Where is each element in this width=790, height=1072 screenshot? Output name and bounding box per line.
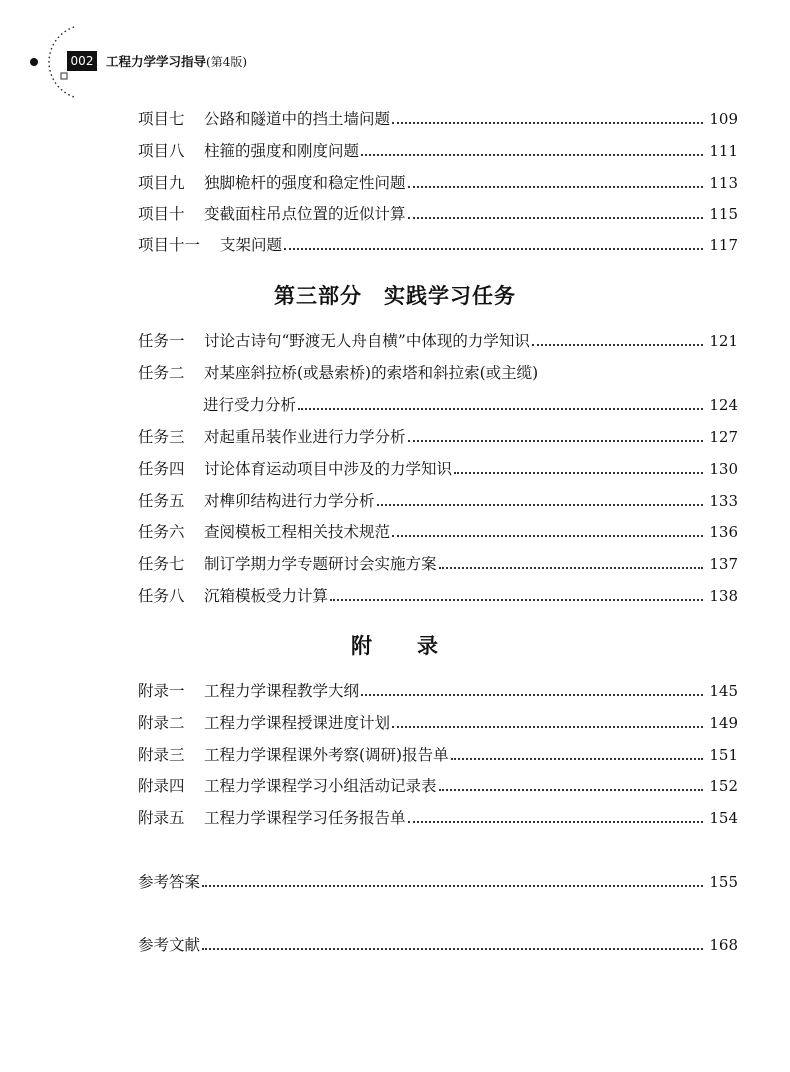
- entry-page: 137: [709, 555, 738, 573]
- toc-entry[interactable]: [138, 521, 738, 543]
- toc-entry[interactable]: [138, 203, 738, 225]
- running-header: [0, 0, 790, 110]
- entry-title: 工程力学课程学习任务报告单: [204, 809, 406, 827]
- leader-dots: [361, 154, 703, 156]
- leader-dots: [439, 789, 704, 791]
- entry-label: 任务二: [138, 364, 185, 382]
- leader-dots: [377, 504, 704, 506]
- toc-entry[interactable]: [138, 140, 738, 162]
- entry-page: 168: [709, 936, 738, 954]
- leader-dots: [330, 599, 703, 601]
- entry-page: 152: [709, 777, 738, 795]
- toc-entry[interactable]: [138, 712, 738, 734]
- toc-entry[interactable]: [138, 234, 738, 256]
- entry-title: 独脚桅杆的强度和稳定性问题: [204, 174, 406, 192]
- entry-page: 121: [709, 332, 738, 350]
- toc-entry[interactable]: [138, 553, 738, 575]
- entry-title: 支架问题: [220, 236, 283, 254]
- entry-title: 对榫卯结构进行力学分析: [204, 492, 375, 510]
- entry-label: 附录五: [138, 809, 185, 827]
- entry-title: 查阅模板工程相关技术规范: [204, 523, 391, 541]
- entry-title: 公路和隧道中的挡土墙问题: [204, 110, 391, 128]
- toc-entry[interactable]: [138, 807, 738, 829]
- entry-title: 柱箍的强度和刚度问题: [204, 142, 360, 160]
- entry-title: 讨论体育运动项目中涉及的力学知识: [204, 460, 453, 478]
- leader-dots: [408, 186, 704, 188]
- entry-page: 130: [709, 460, 738, 478]
- leader-dots: [361, 694, 703, 696]
- leader-dots: [392, 122, 703, 124]
- entry-label: 任务一: [138, 332, 185, 350]
- entry-page: 109: [709, 110, 738, 128]
- entry-title: 制订学期力学专题研讨会实施方案: [204, 555, 437, 573]
- edition: (第4版): [206, 55, 248, 69]
- entry-page: 117: [709, 236, 738, 254]
- leader-dots: [454, 472, 703, 474]
- toc-entry[interactable]: [138, 108, 738, 130]
- entry-label: 附录二: [138, 714, 185, 732]
- toc-entry[interactable]: [138, 775, 738, 797]
- toc-entry[interactable]: [138, 330, 738, 352]
- toc-entry[interactable]: [138, 458, 738, 480]
- leader-dots: [439, 567, 704, 569]
- entry-label: 附录三: [138, 746, 185, 764]
- entry-page: 111: [709, 142, 738, 160]
- entry-label: 项目十一: [138, 236, 201, 254]
- entry-page: 151: [709, 746, 738, 764]
- leader-dots: [408, 821, 704, 823]
- book-title: [106, 52, 247, 70]
- toc-entry[interactable]: [138, 744, 738, 766]
- toc-entry[interactable]: [138, 362, 738, 384]
- toc-entry[interactable]: [138, 585, 738, 607]
- page-number: 002: [67, 51, 97, 71]
- leader-dots: [202, 885, 703, 887]
- entry-page: 115: [709, 205, 738, 223]
- entry-label: 任务七: [138, 555, 185, 573]
- entry-title: 进行受力分析: [203, 396, 297, 414]
- entry-title: 讨论古诗句“野渡无人舟自横”中体现的力学知识: [204, 332, 530, 350]
- entry-title: 对起重吊装作业进行力学分析: [204, 428, 406, 446]
- leader-dots: [298, 408, 703, 410]
- entry-title: 工程力学课程教学大纲: [204, 682, 360, 700]
- entry-title: 工程力学课程学习小组活动记录表: [204, 777, 437, 795]
- entry-page: 154: [709, 809, 738, 827]
- entry-label: 任务五: [138, 492, 185, 510]
- entry-label: 项目七: [138, 110, 185, 128]
- entry-page: 145: [709, 682, 738, 700]
- entry-page: 113: [709, 174, 738, 192]
- entry-label: 项目十: [138, 205, 185, 223]
- entry-label: 附录一: [138, 682, 185, 700]
- entry-title: 变截面柱吊点位置的近似计算: [204, 205, 406, 223]
- leader-dots: [392, 535, 703, 537]
- entry-page: 149: [709, 714, 738, 732]
- book-title-text: 工程力学学习指导: [106, 54, 207, 69]
- entry-label: 项目九: [138, 174, 185, 192]
- toc-entry[interactable]: [138, 426, 738, 448]
- entry-label: 任务六: [138, 523, 185, 541]
- entry-page: 155: [709, 873, 738, 891]
- entry-page: 136: [709, 523, 738, 541]
- toc-entry-bibliography[interactable]: [138, 934, 738, 956]
- entry-label: 附录四: [138, 777, 185, 795]
- leader-dots: [408, 217, 704, 219]
- leader-dots: [202, 948, 703, 950]
- section-heading-part3: 第三部分 实践学习任务: [274, 283, 516, 308]
- leader-dots: [284, 248, 703, 250]
- toc-entry[interactable]: [138, 172, 738, 194]
- entry-label: 任务四: [138, 460, 185, 478]
- toc-entry[interactable]: [138, 680, 738, 702]
- leader-dots: [408, 440, 704, 442]
- entry-label: 任务八: [138, 587, 185, 605]
- entry-title: 工程力学课程课外考察(调研)报告单: [204, 746, 449, 764]
- entry-title: 沉箱模板受力计算: [204, 587, 329, 605]
- entry-page: 124: [709, 396, 738, 414]
- section-heading-appendix: 附 录: [351, 633, 439, 658]
- leader-dots: [532, 344, 704, 346]
- entry-label: 项目八: [138, 142, 185, 160]
- entry-title: 参考文献: [138, 936, 201, 954]
- entry-page: 133: [709, 492, 738, 510]
- leader-dots: [392, 726, 703, 728]
- toc-entry[interactable]: [138, 490, 738, 512]
- toc-entry-answers[interactable]: [138, 871, 738, 893]
- toc-entry-continuation[interactable]: [203, 394, 738, 416]
- entry-title: 工程力学课程授课进度计划: [204, 714, 391, 732]
- entry-page: 138: [709, 587, 738, 605]
- entry-label: 任务三: [138, 428, 185, 446]
- entry-title: 对某座斜拉桥(或悬索桥)的索塔和斜拉索(或主缆): [204, 364, 539, 382]
- leader-dots: [451, 758, 704, 760]
- entry-title: 参考答案: [138, 873, 201, 891]
- entry-page: 127: [709, 428, 738, 446]
